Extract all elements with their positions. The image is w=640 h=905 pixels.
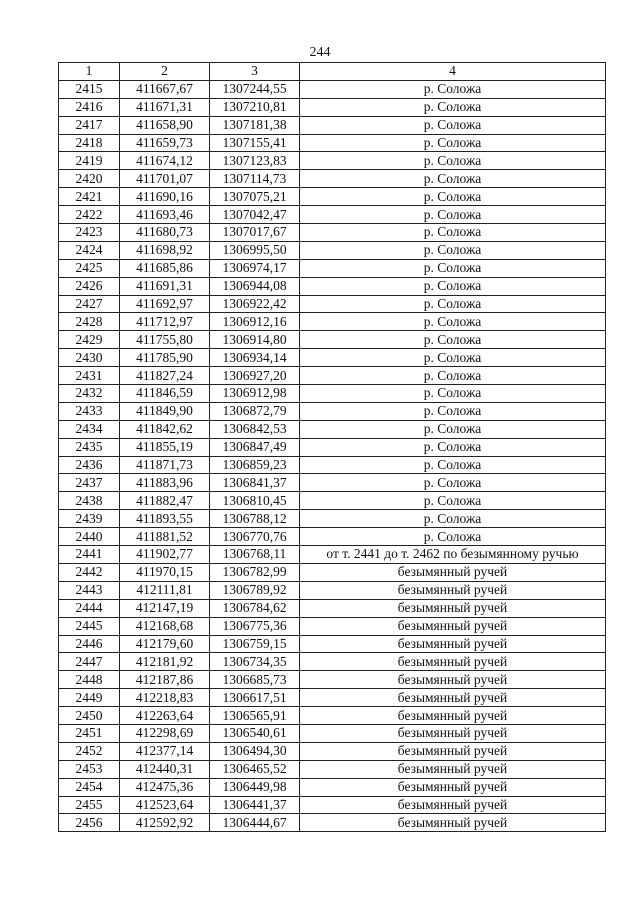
point-number-cell: 2425 (59, 259, 120, 277)
description-cell: р. Соложа (300, 313, 606, 331)
description-cell: р. Соложа (300, 438, 606, 456)
x-coordinate-cell: 412377,14 (120, 742, 210, 760)
table-row (59, 206, 606, 224)
x-coordinate-cell: 411680,73 (120, 224, 210, 242)
point-number-cell: 2421 (59, 188, 120, 206)
table-row (59, 689, 606, 707)
point-number-cell: 2416 (59, 98, 120, 116)
description-cell: р. Соложа (300, 331, 606, 349)
x-coordinate-cell: 411881,52 (120, 528, 210, 546)
y-coordinate-cell: 1307114,73 (210, 170, 300, 188)
point-number-cell: 2446 (59, 635, 120, 653)
description-cell: безымянный ручей (300, 814, 606, 832)
table-header (59, 63, 606, 81)
y-coordinate-cell: 1307210,81 (210, 98, 300, 116)
y-coordinate-cell: 1306540,61 (210, 724, 300, 742)
table-row (59, 581, 606, 599)
description-cell: р. Соложа (300, 402, 606, 420)
x-coordinate-cell: 412475,36 (120, 778, 210, 796)
x-coordinate-cell: 412179,60 (120, 635, 210, 653)
point-number-cell: 2441 (59, 546, 120, 564)
description-cell: р. Соложа (300, 134, 606, 152)
y-coordinate-cell: 1306775,36 (210, 617, 300, 635)
description-cell: р. Соложа (300, 259, 606, 277)
y-coordinate-cell: 1306912,98 (210, 385, 300, 403)
table-row (59, 349, 606, 367)
table-row (59, 510, 606, 528)
y-coordinate-cell: 1306617,51 (210, 689, 300, 707)
y-coordinate-cell: 1307123,83 (210, 152, 300, 170)
point-number-cell: 2435 (59, 438, 120, 456)
header-col-1: 1 (59, 63, 120, 81)
description-cell: безымянный ручей (300, 581, 606, 599)
table-row (59, 707, 606, 725)
y-coordinate-cell: 1306872,79 (210, 402, 300, 420)
header-row (59, 63, 606, 81)
y-coordinate-cell: 1306841,37 (210, 474, 300, 492)
point-number-cell: 2442 (59, 563, 120, 581)
point-number-cell: 2450 (59, 707, 120, 725)
point-number-cell: 2452 (59, 742, 120, 760)
x-coordinate-cell: 411893,55 (120, 510, 210, 528)
point-number-cell: 2428 (59, 313, 120, 331)
x-coordinate-cell: 411712,97 (120, 313, 210, 331)
table-row (59, 188, 606, 206)
description-cell: безымянный ручей (300, 617, 606, 635)
y-coordinate-cell: 1306922,42 (210, 295, 300, 313)
y-coordinate-cell: 1306789,92 (210, 581, 300, 599)
point-number-cell: 2437 (59, 474, 120, 492)
x-coordinate-cell: 411902,77 (120, 546, 210, 564)
description-cell: безымянный ручей (300, 778, 606, 796)
point-number-cell: 2443 (59, 581, 120, 599)
table-row (59, 778, 606, 796)
y-coordinate-cell: 1307155,41 (210, 134, 300, 152)
x-coordinate-cell: 412592,92 (120, 814, 210, 832)
y-coordinate-cell: 1306734,35 (210, 653, 300, 671)
description-cell: безымянный ручей (300, 599, 606, 617)
table-row (59, 653, 606, 671)
x-coordinate-cell: 411785,90 (120, 349, 210, 367)
y-coordinate-cell: 1306770,76 (210, 528, 300, 546)
table-row (59, 796, 606, 814)
x-coordinate-cell: 411674,12 (120, 152, 210, 170)
table-row (59, 814, 606, 832)
description-cell: безымянный ручей (300, 796, 606, 814)
x-coordinate-cell: 412218,83 (120, 689, 210, 707)
table-row (59, 635, 606, 653)
y-coordinate-cell: 1307075,21 (210, 188, 300, 206)
table-row (59, 760, 606, 778)
description-cell: безымянный ручей (300, 653, 606, 671)
description-cell: р. Соложа (300, 188, 606, 206)
x-coordinate-cell: 411671,31 (120, 98, 210, 116)
table-row (59, 98, 606, 116)
table-row (59, 295, 606, 313)
x-coordinate-cell: 411693,46 (120, 206, 210, 224)
point-number-cell: 2432 (59, 385, 120, 403)
x-coordinate-cell: 412263,64 (120, 707, 210, 725)
point-number-cell: 2430 (59, 349, 120, 367)
point-number-cell: 2423 (59, 224, 120, 242)
y-coordinate-cell: 1306810,45 (210, 492, 300, 510)
point-number-cell: 2438 (59, 492, 120, 510)
x-coordinate-cell: 412168,68 (120, 617, 210, 635)
y-coordinate-cell: 1306782,99 (210, 563, 300, 581)
point-number-cell: 2415 (59, 80, 120, 98)
x-coordinate-cell: 411849,90 (120, 402, 210, 420)
table-row (59, 152, 606, 170)
x-coordinate-cell: 412111,81 (120, 581, 210, 599)
table-row (59, 259, 606, 277)
y-coordinate-cell: 1307181,38 (210, 116, 300, 134)
description-cell: р. Соложа (300, 98, 606, 116)
point-number-cell: 2454 (59, 778, 120, 796)
point-number-cell: 2448 (59, 671, 120, 689)
x-coordinate-cell: 411882,47 (120, 492, 210, 510)
table-row (59, 563, 606, 581)
description-cell: р. Соложа (300, 367, 606, 385)
y-coordinate-cell: 1306685,73 (210, 671, 300, 689)
description-cell: р. Соложа (300, 456, 606, 474)
point-number-cell: 2434 (59, 420, 120, 438)
y-coordinate-cell: 1306934,14 (210, 349, 300, 367)
y-coordinate-cell: 1306444,67 (210, 814, 300, 832)
y-coordinate-cell: 1306944,08 (210, 277, 300, 295)
table-row (59, 331, 606, 349)
x-coordinate-cell: 411691,31 (120, 277, 210, 295)
table-row (59, 599, 606, 617)
table-row (59, 313, 606, 331)
x-coordinate-cell: 411698,92 (120, 241, 210, 259)
point-number-cell: 2439 (59, 510, 120, 528)
point-number-cell: 2418 (59, 134, 120, 152)
header-col-3: 3 (210, 63, 300, 81)
description-cell: р. Соложа (300, 152, 606, 170)
point-number-cell: 2456 (59, 814, 120, 832)
point-number-cell: 2445 (59, 617, 120, 635)
y-coordinate-cell: 1306842,53 (210, 420, 300, 438)
description-cell: р. Соложа (300, 349, 606, 367)
y-coordinate-cell: 1306759,15 (210, 635, 300, 653)
table-row (59, 385, 606, 403)
point-number-cell: 2455 (59, 796, 120, 814)
description-cell: р. Соложа (300, 241, 606, 259)
point-number-cell: 2419 (59, 152, 120, 170)
table-row (59, 134, 606, 152)
description-cell: р. Соложа (300, 492, 606, 510)
x-coordinate-cell: 411855,19 (120, 438, 210, 456)
point-number-cell: 2444 (59, 599, 120, 617)
point-number-cell: 2453 (59, 760, 120, 778)
point-number-cell: 2436 (59, 456, 120, 474)
point-number-cell: 2433 (59, 402, 120, 420)
y-coordinate-cell: 1306995,50 (210, 241, 300, 259)
x-coordinate-cell: 411846,59 (120, 385, 210, 403)
table-row (59, 420, 606, 438)
point-number-cell: 2426 (59, 277, 120, 295)
x-coordinate-cell: 411667,67 (120, 80, 210, 98)
y-coordinate-cell: 1306768,11 (210, 546, 300, 564)
x-coordinate-cell: 411658,90 (120, 116, 210, 134)
y-coordinate-cell: 1306465,52 (210, 760, 300, 778)
description-cell: безымянный ручей (300, 671, 606, 689)
table-row (59, 724, 606, 742)
point-number-cell: 2417 (59, 116, 120, 134)
description-cell: р. Соложа (300, 474, 606, 492)
description-cell: р. Соложа (300, 116, 606, 134)
table-row (59, 116, 606, 134)
x-coordinate-cell: 411842,62 (120, 420, 210, 438)
description-cell: р. Соложа (300, 528, 606, 546)
point-number-cell: 2431 (59, 367, 120, 385)
x-coordinate-cell: 411827,24 (120, 367, 210, 385)
y-coordinate-cell: 1306449,98 (210, 778, 300, 796)
table-row (59, 367, 606, 385)
x-coordinate-cell: 412187,86 (120, 671, 210, 689)
table-row (59, 277, 606, 295)
y-coordinate-cell: 1306927,20 (210, 367, 300, 385)
y-coordinate-cell: 1307017,67 (210, 224, 300, 242)
description-cell: р. Соложа (300, 510, 606, 528)
table-row (59, 224, 606, 242)
y-coordinate-cell: 1306441,37 (210, 796, 300, 814)
point-number-cell: 2427 (59, 295, 120, 313)
description-cell: р. Соложа (300, 206, 606, 224)
description-cell: безымянный ручей (300, 689, 606, 707)
y-coordinate-cell: 1306565,91 (210, 707, 300, 725)
description-cell: безымянный ручей (300, 724, 606, 742)
x-coordinate-cell: 411755,80 (120, 331, 210, 349)
description-cell: безымянный ручей (300, 563, 606, 581)
table-row (59, 492, 606, 510)
table-row (59, 617, 606, 635)
table-body (59, 80, 606, 831)
point-number-cell: 2429 (59, 331, 120, 349)
description-cell: р. Соложа (300, 80, 606, 98)
point-number-cell: 2424 (59, 241, 120, 259)
description-cell: р. Соложа (300, 224, 606, 242)
description-cell: безымянный ручей (300, 760, 606, 778)
description-cell: безымянный ручей (300, 635, 606, 653)
header-col-2: 2 (120, 63, 210, 81)
x-coordinate-cell: 411692,97 (120, 295, 210, 313)
point-number-cell: 2420 (59, 170, 120, 188)
x-coordinate-cell: 411701,07 (120, 170, 210, 188)
y-coordinate-cell: 1306912,16 (210, 313, 300, 331)
y-coordinate-cell: 1306788,12 (210, 510, 300, 528)
table-row (59, 438, 606, 456)
x-coordinate-cell: 411690,16 (120, 188, 210, 206)
y-coordinate-cell: 1307244,55 (210, 80, 300, 98)
header-col-4: 4 (300, 63, 606, 81)
point-number-cell: 2422 (59, 206, 120, 224)
y-coordinate-cell: 1306859,23 (210, 456, 300, 474)
table-row (59, 456, 606, 474)
y-coordinate-cell: 1306974,17 (210, 259, 300, 277)
description-cell: безымянный ручей (300, 707, 606, 725)
x-coordinate-cell: 411883,96 (120, 474, 210, 492)
x-coordinate-cell: 412147,19 (120, 599, 210, 617)
y-coordinate-cell: 1306847,49 (210, 438, 300, 456)
y-coordinate-cell: 1307042,47 (210, 206, 300, 224)
point-number-cell: 2449 (59, 689, 120, 707)
x-coordinate-cell: 412440,31 (120, 760, 210, 778)
x-coordinate-cell: 412181,92 (120, 653, 210, 671)
table-row (59, 241, 606, 259)
table-row (59, 671, 606, 689)
point-number-cell: 2451 (59, 724, 120, 742)
description-cell: от т. 2441 до т. 2462 по безымянному ручью (300, 546, 606, 564)
x-coordinate-cell: 412298,69 (120, 724, 210, 742)
x-coordinate-cell: 412523,64 (120, 796, 210, 814)
description-cell: р. Соложа (300, 420, 606, 438)
table-row (59, 402, 606, 420)
description-cell: р. Соложа (300, 295, 606, 313)
y-coordinate-cell: 1306784,62 (210, 599, 300, 617)
table-row (59, 546, 606, 564)
table-row (59, 528, 606, 546)
table-row (59, 474, 606, 492)
table-row (59, 80, 606, 98)
x-coordinate-cell: 411685,86 (120, 259, 210, 277)
table-row (59, 742, 606, 760)
y-coordinate-cell: 1306494,30 (210, 742, 300, 760)
y-coordinate-cell: 1306914,80 (210, 331, 300, 349)
x-coordinate-cell: 411970,15 (120, 563, 210, 581)
x-coordinate-cell: 411659,73 (120, 134, 210, 152)
description-cell: р. Соложа (300, 277, 606, 295)
description-cell: р. Соложа (300, 385, 606, 403)
coordinates-table (58, 62, 606, 832)
description-cell: безымянный ручей (300, 742, 606, 760)
point-number-cell: 2440 (59, 528, 120, 546)
x-coordinate-cell: 411871,73 (120, 456, 210, 474)
description-cell: р. Соложа (300, 170, 606, 188)
point-number-cell: 2447 (59, 653, 120, 671)
page-number: 244 (309, 45, 331, 60)
table-row (59, 170, 606, 188)
